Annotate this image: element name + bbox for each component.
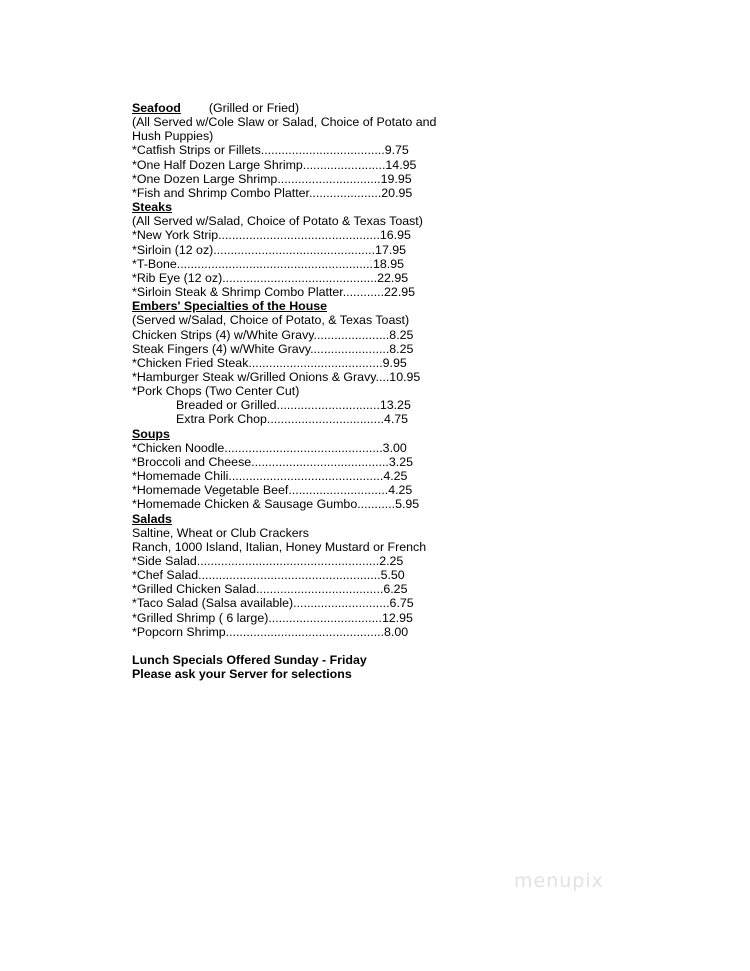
specialties-header: Embers' Specialties of the House	[132, 299, 328, 314]
menu-sub-item: Extra Pork Chop..................................4.75	[176, 412, 409, 427]
menu-item: *Sirloin Steak & Shrimp Combo Platter............22.95	[132, 285, 416, 300]
menu-item: *Chicken Noodle..............................................3.00	[132, 440, 407, 455]
menu-item: *Chicken Fried Steak.......................................9.95	[132, 355, 407, 370]
menu-item: *Chef Salad.....................................................5.50	[132, 568, 405, 583]
menu-item: *One Dozen Large Shrimp..............................19.95	[132, 171, 412, 186]
menu-item: *Catfish Strips or Fillets....................................9.75	[132, 143, 409, 158]
salads-crackers-note: Saltine, Wheat or Club Crackers	[132, 525, 309, 540]
menu-item: *Broccoli and Cheese........................................3.25	[132, 454, 413, 469]
steaks-header: Steaks	[132, 200, 172, 215]
menu-item: *Taco Salad (Salsa available)............................6.75	[132, 596, 414, 611]
menu-sub-item: Breaded or Grilled..............................13.25	[176, 398, 411, 413]
menu-item: *Grilled Chicken Salad.....................................6.25	[132, 582, 408, 597]
menu-item: *Sirloin (12 oz)...............................................17.95	[132, 242, 407, 257]
menu-item: *T-Bone.........................................................18.95	[132, 256, 405, 271]
server-note: Please ask your Server for selections	[132, 667, 352, 682]
salads-header: Salads	[132, 511, 172, 526]
menu-item: *Homemade Vegetable Beef.............................4.25	[132, 483, 413, 498]
menu-item: Chicken Strips (4) w/White Gravy......................8.25	[132, 327, 414, 342]
menu-item: *Homemade Chicken & Sausage Gumbo...........5.95	[132, 497, 420, 512]
specialties-description: (Served w/Salad, Choice of Potato, & Texas Toast)	[132, 313, 410, 328]
seafood-note: (Grilled or Fried)	[208, 101, 300, 115]
section-spacer	[132, 639, 462, 653]
menu-item: *Pork Chops (Two Center Cut)	[132, 384, 300, 399]
menu-item: *Rib Eye (12 oz).............................................22.95	[132, 270, 409, 285]
menu-item: *Popcorn Shrimp..............................................8.00	[132, 624, 409, 639]
seafood-header-line	[132, 101, 462, 115]
menu-item: *One Half Dozen Large Shrimp........................14.95	[132, 157, 417, 172]
menu-item: *Grilled Shrimp ( 6 large).................................12.95	[132, 610, 413, 625]
watermark-logo: menupix	[514, 870, 604, 892]
seafood-description: (All Served w/Cole Slaw or Salad, Choice of Potato and Hush Puppies)	[132, 115, 437, 144]
menu-item: *Fish and Shrimp Combo Platter.....................20.95	[132, 185, 413, 200]
menu-item: *Side Salad.....................................................2.25	[132, 554, 404, 568]
menu-item: *Hamburger Steak w/Grilled Onions & Gravy....10.95	[132, 369, 421, 384]
menu-item: *New York Strip...............................................16.95	[132, 228, 411, 243]
seafood-header: Seafood	[132, 101, 181, 115]
salads-dressings-note: Ranch, 1000 Island, Italian, Honey Mustard or French	[132, 539, 427, 554]
soups-header: Soups	[132, 426, 170, 441]
steaks-description: (All Served w/Salad, Choice of Potato & Texas Toast)	[132, 214, 423, 229]
menu-page	[132, 101, 462, 681]
menu-item: Steak Fingers (4) w/White Gravy.......................8.25	[132, 341, 414, 356]
lunch-specials-note: Lunch Specials Offered Sunday - Friday	[132, 652, 367, 667]
menu-item: *Homemade Chili.............................................4.25	[132, 469, 408, 484]
